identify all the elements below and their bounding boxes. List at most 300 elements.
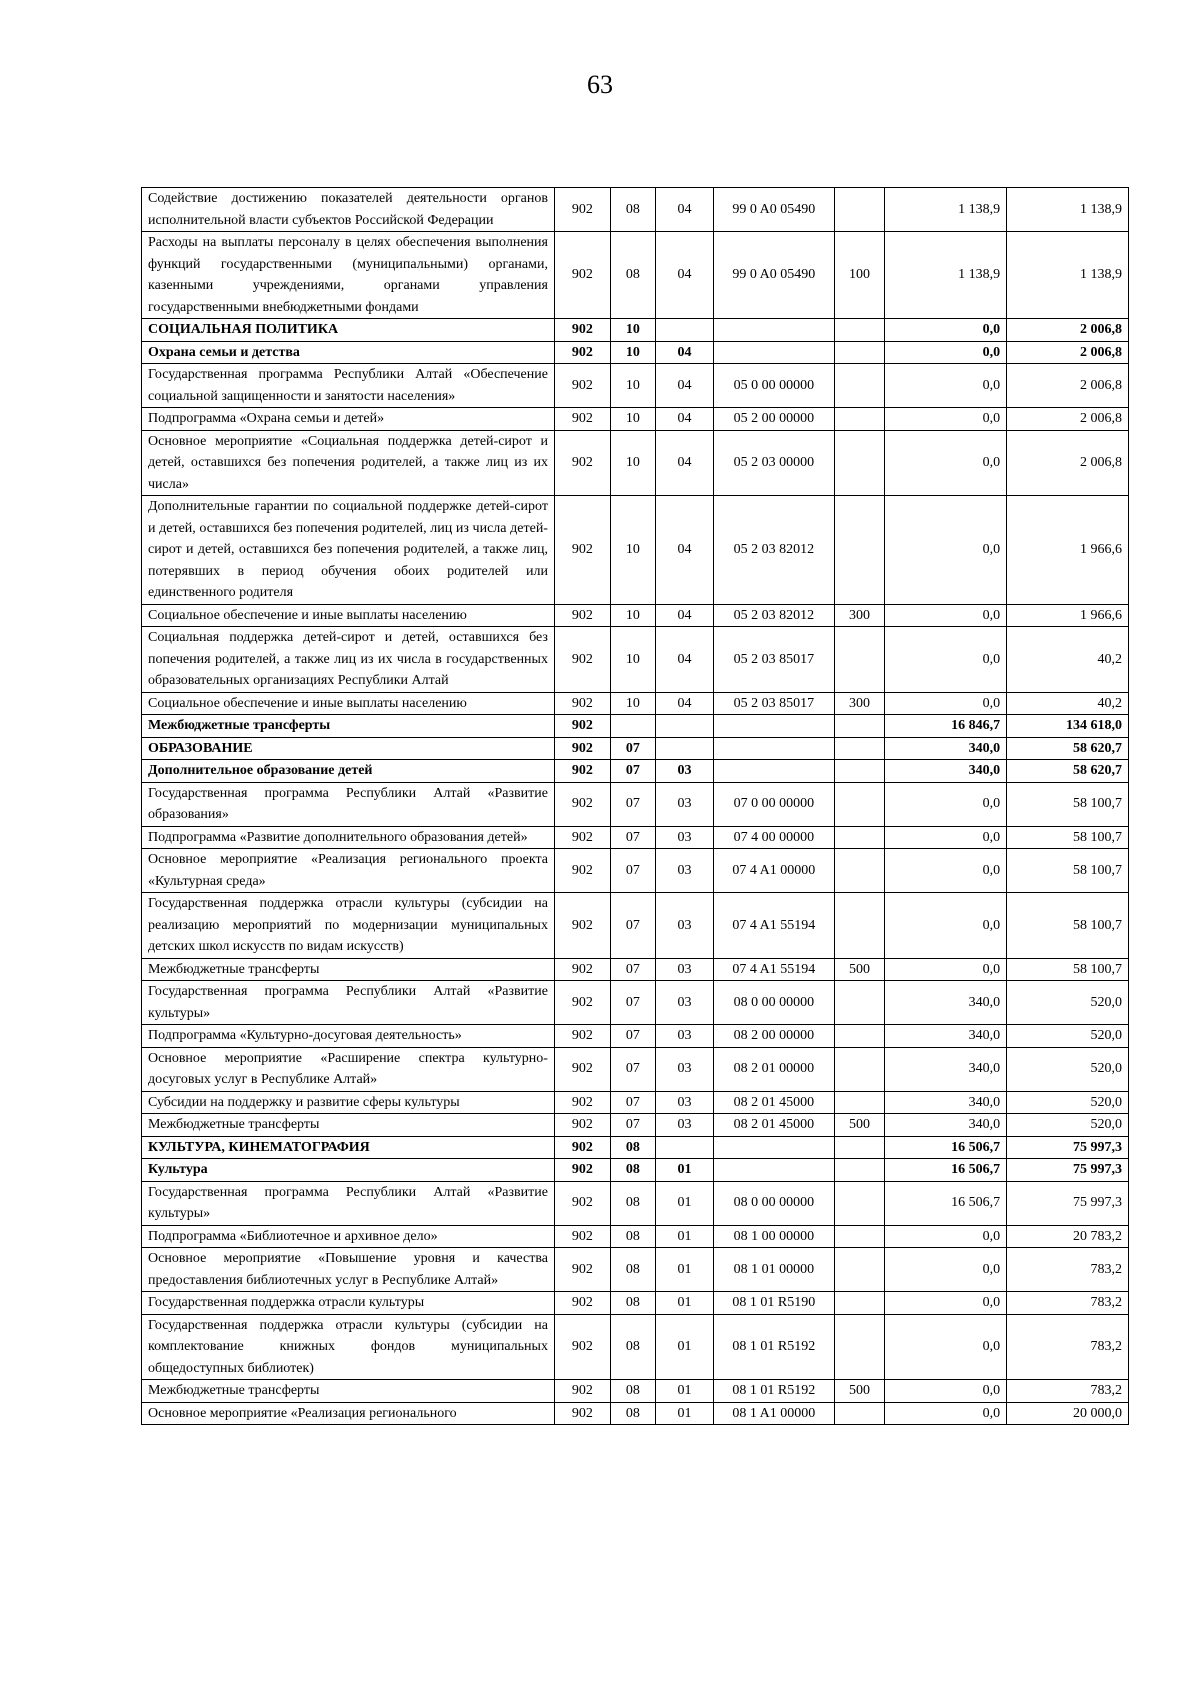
row-name: Расходы на выплаты персоналу в целях обеспечения выполнения функций государственными (муниципальными) органами, казенными учреждениями, органами управления государственными внебюджетными фондами — [142, 232, 555, 319]
row-expense-type — [834, 1402, 885, 1425]
row-admin-code: 902 — [554, 1025, 610, 1048]
row-subsection-code: 03 — [656, 782, 714, 826]
row-expense-type — [834, 1159, 885, 1182]
row-amount-1: 340,0 — [885, 981, 1007, 1025]
row-name: Государственная программа Республики Алтай «Развитие образования» — [142, 782, 555, 826]
table-row — [142, 1114, 1129, 1137]
row-expense-type — [834, 782, 885, 826]
row-section-code: 10 — [610, 341, 655, 364]
row-subsection-code: 01 — [656, 1314, 714, 1380]
row-subsection-code: 04 — [656, 496, 714, 605]
row-admin-code: 902 — [554, 1314, 610, 1380]
row-amount-2: 2 006,8 — [1007, 408, 1129, 431]
table-row — [142, 893, 1129, 959]
table-row — [142, 692, 1129, 715]
row-target-article: 08 1 00 00000 — [713, 1225, 834, 1248]
row-name: Государственная поддержка отрасли культуры (субсидии на реализацию мероприятий по модернизации муниципальных детских школ искусств по видам искусств) — [142, 893, 555, 959]
row-target-article — [713, 341, 834, 364]
row-amount-1: 0,0 — [885, 364, 1007, 408]
row-subsection-code: 03 — [656, 1025, 714, 1048]
row-section-code: 07 — [610, 849, 655, 893]
row-subsection-code — [656, 715, 714, 738]
row-target-article: 05 2 03 85017 — [713, 692, 834, 715]
row-expense-type — [834, 1292, 885, 1315]
row-admin-code: 902 — [554, 430, 610, 496]
row-expense-type — [834, 364, 885, 408]
row-target-article: 05 2 00 00000 — [713, 408, 834, 431]
row-target-article — [713, 737, 834, 760]
row-section-code: 07 — [610, 782, 655, 826]
page-number: 63 — [587, 70, 613, 99]
row-section-code: 10 — [610, 627, 655, 693]
row-amount-2: 75 997,3 — [1007, 1136, 1129, 1159]
row-expense-type — [834, 1181, 885, 1225]
table-row — [142, 760, 1129, 783]
row-amount-2: 2 006,8 — [1007, 364, 1129, 408]
row-admin-code: 902 — [554, 1091, 610, 1114]
row-expense-type — [834, 430, 885, 496]
row-target-article: 08 1 01 00000 — [713, 1248, 834, 1292]
row-expense-type — [834, 319, 885, 342]
table-row — [142, 1159, 1129, 1182]
row-target-article: 08 0 00 00000 — [713, 1181, 834, 1225]
row-subsection-code: 01 — [656, 1159, 714, 1182]
row-subsection-code: 03 — [656, 1047, 714, 1091]
row-name: Социальное обеспечение и иные выплаты населению — [142, 604, 555, 627]
row-subsection-code: 04 — [656, 188, 714, 232]
table-row — [142, 826, 1129, 849]
row-section-code: 08 — [610, 1181, 655, 1225]
row-expense-type — [834, 1248, 885, 1292]
row-admin-code: 902 — [554, 408, 610, 431]
row-name: Государственная программа Республики Алтай «Обеспечение социальной защищенности и занятости населения» — [142, 364, 555, 408]
row-section-code: 10 — [610, 364, 655, 408]
table-row — [142, 319, 1129, 342]
row-target-article: 05 2 03 82012 — [713, 604, 834, 627]
row-amount-1: 16 506,7 — [885, 1159, 1007, 1182]
row-subsection-code — [656, 1136, 714, 1159]
row-amount-1: 340,0 — [885, 1025, 1007, 1048]
row-name: Основное мероприятие «Реализация регионального — [142, 1402, 555, 1425]
table-row — [142, 737, 1129, 760]
row-subsection-code: 03 — [656, 981, 714, 1025]
row-name: Дополнительное образование детей — [142, 760, 555, 783]
row-expense-type — [834, 981, 885, 1025]
row-admin-code: 902 — [554, 604, 610, 627]
table-row — [142, 232, 1129, 319]
row-amount-2: 520,0 — [1007, 1047, 1129, 1091]
row-expense-type: 100 — [834, 232, 885, 319]
row-amount-1: 0,0 — [885, 1248, 1007, 1292]
row-name: Государственная программа Республики Алтай «Развитие культуры» — [142, 1181, 555, 1225]
row-section-code: 07 — [610, 1025, 655, 1048]
table-body — [142, 188, 1129, 1425]
row-section-code: 07 — [610, 893, 655, 959]
row-admin-code: 902 — [554, 782, 610, 826]
row-admin-code: 902 — [554, 1047, 610, 1091]
row-expense-type — [834, 341, 885, 364]
row-name: Межбюджетные трансферты — [142, 958, 555, 981]
row-amount-1: 0,0 — [885, 341, 1007, 364]
row-target-article: 08 1 01 R5192 — [713, 1314, 834, 1380]
row-amount-2: 783,2 — [1007, 1380, 1129, 1403]
row-amount-1: 1 138,9 — [885, 232, 1007, 319]
row-section-code: 07 — [610, 1114, 655, 1137]
row-expense-type — [834, 760, 885, 783]
row-subsection-code — [656, 737, 714, 760]
row-expense-type — [834, 496, 885, 605]
row-target-article: 05 2 03 00000 — [713, 430, 834, 496]
row-amount-2: 783,2 — [1007, 1292, 1129, 1315]
table-row — [142, 782, 1129, 826]
row-expense-type: 500 — [834, 1114, 885, 1137]
row-subsection-code: 03 — [656, 849, 714, 893]
row-section-code: 08 — [610, 1225, 655, 1248]
row-amount-2: 20 000,0 — [1007, 1402, 1129, 1425]
row-amount-1: 0,0 — [885, 1292, 1007, 1315]
row-admin-code: 902 — [554, 1114, 610, 1137]
row-amount-1: 0,0 — [885, 1402, 1007, 1425]
row-name: Межбюджетные трансферты — [142, 1380, 555, 1403]
row-target-article: 05 2 03 85017 — [713, 627, 834, 693]
row-target-article — [713, 1136, 834, 1159]
row-target-article: 08 1 01 R5190 — [713, 1292, 834, 1315]
row-amount-1: 0,0 — [885, 958, 1007, 981]
row-subsection-code: 04 — [656, 232, 714, 319]
row-target-article: 07 0 00 00000 — [713, 782, 834, 826]
row-target-article: 07 4 A1 55194 — [713, 958, 834, 981]
row-section-code: 08 — [610, 1292, 655, 1315]
row-name: СОЦИАЛЬНАЯ ПОЛИТИКА — [142, 319, 555, 342]
row-target-article: 08 0 00 00000 — [713, 981, 834, 1025]
row-section-code: 08 — [610, 188, 655, 232]
row-amount-2: 783,2 — [1007, 1248, 1129, 1292]
row-admin-code: 902 — [554, 1181, 610, 1225]
row-amount-2: 1 966,6 — [1007, 496, 1129, 605]
row-amount-2: 40,2 — [1007, 692, 1129, 715]
row-expense-type: 300 — [834, 692, 885, 715]
row-amount-2: 40,2 — [1007, 627, 1129, 693]
row-amount-1: 1 138,9 — [885, 188, 1007, 232]
table-row — [142, 1248, 1129, 1292]
row-admin-code: 902 — [554, 627, 610, 693]
row-target-article: 08 2 01 00000 — [713, 1047, 834, 1091]
row-amount-1: 340,0 — [885, 1047, 1007, 1091]
row-admin-code: 902 — [554, 1248, 610, 1292]
row-amount-1: 0,0 — [885, 430, 1007, 496]
row-subsection-code: 04 — [656, 341, 714, 364]
row-amount-1: 0,0 — [885, 408, 1007, 431]
row-admin-code: 902 — [554, 1292, 610, 1315]
row-section-code: 07 — [610, 981, 655, 1025]
row-expense-type — [834, 715, 885, 738]
row-admin-code: 902 — [554, 958, 610, 981]
budget-table — [141, 187, 1129, 1425]
row-name: Подпрограмма «Развитие дополнительного образования детей» — [142, 826, 555, 849]
table-row — [142, 849, 1129, 893]
row-expense-type — [834, 627, 885, 693]
table-row — [142, 1181, 1129, 1225]
row-name: Основное мероприятие «Повышение уровня и качества предоставления библиотечных услуг в Республике Алтай» — [142, 1248, 555, 1292]
row-name: КУЛЬТУРА, КИНЕМАТОГРАФИЯ — [142, 1136, 555, 1159]
row-subsection-code: 04 — [656, 364, 714, 408]
row-section-code: 07 — [610, 958, 655, 981]
row-section-code — [610, 715, 655, 738]
row-section-code: 07 — [610, 1047, 655, 1091]
row-name: Государственная программа Республики Алтай «Развитие культуры» — [142, 981, 555, 1025]
row-name: Охрана семьи и детства — [142, 341, 555, 364]
row-admin-code: 902 — [554, 737, 610, 760]
row-admin-code: 902 — [554, 981, 610, 1025]
row-expense-type — [834, 1047, 885, 1091]
row-section-code: 08 — [610, 1314, 655, 1380]
table-row — [142, 715, 1129, 738]
row-name: Подпрограмма «Культурно-досуговая деятельность» — [142, 1025, 555, 1048]
row-target-article: 99 0 A0 05490 — [713, 188, 834, 232]
row-amount-1: 340,0 — [885, 760, 1007, 783]
row-admin-code: 902 — [554, 1136, 610, 1159]
row-target-article — [713, 760, 834, 783]
row-amount-1: 340,0 — [885, 1114, 1007, 1137]
row-subsection-code: 03 — [656, 826, 714, 849]
row-amount-1: 0,0 — [885, 1225, 1007, 1248]
row-target-article: 08 1 01 R5192 — [713, 1380, 834, 1403]
row-section-code: 10 — [610, 692, 655, 715]
row-name: Государственная поддержка отрасли культуры (субсидии на комплектование книжных фондов муниципальных общедоступных библиотек) — [142, 1314, 555, 1380]
row-amount-2: 520,0 — [1007, 1114, 1129, 1137]
table-row — [142, 1091, 1129, 1114]
row-amount-2: 75 997,3 — [1007, 1181, 1129, 1225]
row-amount-1: 0,0 — [885, 826, 1007, 849]
row-section-code: 10 — [610, 408, 655, 431]
row-section-code: 08 — [610, 1136, 655, 1159]
row-amount-2: 58 620,7 — [1007, 760, 1129, 783]
row-expense-type: 500 — [834, 1380, 885, 1403]
row-amount-2: 1 966,6 — [1007, 604, 1129, 627]
row-subsection-code: 03 — [656, 760, 714, 783]
table-row — [142, 1314, 1129, 1380]
row-subsection-code — [656, 319, 714, 342]
table-row — [142, 627, 1129, 693]
row-name: Основное мероприятие «Социальная поддержка детей-сирот и детей, оставшихся без попечения родителей, а также лиц из их числа» — [142, 430, 555, 496]
row-amount-1: 16 506,7 — [885, 1136, 1007, 1159]
row-expense-type — [834, 737, 885, 760]
row-expense-type — [834, 408, 885, 431]
row-target-article — [713, 1159, 834, 1182]
row-name: Основное мероприятие «Расширение спектра культурно-досуговых услуг в Республике Алтай» — [142, 1047, 555, 1091]
row-admin-code: 902 — [554, 1380, 610, 1403]
row-subsection-code: 03 — [656, 1114, 714, 1137]
row-name: Социальное обеспечение и иные выплаты населению — [142, 692, 555, 715]
row-target-article — [713, 715, 834, 738]
row-target-article: 99 0 A0 05490 — [713, 232, 834, 319]
table-row — [142, 1136, 1129, 1159]
table-row — [142, 341, 1129, 364]
row-expense-type — [834, 1136, 885, 1159]
row-amount-1: 0,0 — [885, 1380, 1007, 1403]
row-name: Государственная поддержка отрасли культуры — [142, 1292, 555, 1315]
row-expense-type — [834, 1091, 885, 1114]
row-subsection-code: 01 — [656, 1402, 714, 1425]
row-admin-code: 902 — [554, 1402, 610, 1425]
table-row — [142, 1025, 1129, 1048]
table-row — [142, 1225, 1129, 1248]
row-name: Основное мероприятие «Реализация регионального проекта «Культурная среда» — [142, 849, 555, 893]
row-amount-1: 0,0 — [885, 627, 1007, 693]
row-target-article: 08 2 01 45000 — [713, 1114, 834, 1137]
row-section-code: 08 — [610, 232, 655, 319]
table-row — [142, 496, 1129, 605]
row-section-code: 08 — [610, 1402, 655, 1425]
row-amount-2: 58 100,7 — [1007, 849, 1129, 893]
row-admin-code: 902 — [554, 1225, 610, 1248]
row-subsection-code: 04 — [656, 604, 714, 627]
row-subsection-code: 03 — [656, 958, 714, 981]
table-row — [142, 958, 1129, 981]
row-subsection-code: 01 — [656, 1181, 714, 1225]
row-amount-2: 58 620,7 — [1007, 737, 1129, 760]
row-expense-type — [834, 826, 885, 849]
table-row — [142, 430, 1129, 496]
row-admin-code: 902 — [554, 893, 610, 959]
row-section-code: 07 — [610, 1091, 655, 1114]
row-amount-2: 58 100,7 — [1007, 782, 1129, 826]
row-target-article: 07 4 A1 55194 — [713, 893, 834, 959]
row-name: Содействие достижению показателей деятельности органов исполнительной власти субъектов Российской Федерации — [142, 188, 555, 232]
row-subsection-code: 04 — [656, 430, 714, 496]
row-subsection-code: 04 — [656, 627, 714, 693]
row-expense-type — [834, 849, 885, 893]
row-amount-2: 520,0 — [1007, 1025, 1129, 1048]
row-admin-code: 902 — [554, 826, 610, 849]
row-amount-1: 0,0 — [885, 604, 1007, 627]
row-name: Межбюджетные трансферты — [142, 1114, 555, 1137]
row-amount-2: 783,2 — [1007, 1314, 1129, 1380]
row-amount-1: 0,0 — [885, 782, 1007, 826]
row-amount-2: 58 100,7 — [1007, 826, 1129, 849]
row-amount-2: 2 006,8 — [1007, 341, 1129, 364]
row-section-code: 08 — [610, 1159, 655, 1182]
row-section-code: 10 — [610, 604, 655, 627]
table-row — [142, 1402, 1129, 1425]
row-name: Субсидии на поддержку и развитие сферы культуры — [142, 1091, 555, 1114]
row-admin-code: 902 — [554, 188, 610, 232]
row-target-article — [713, 319, 834, 342]
row-target-article: 07 4 00 00000 — [713, 826, 834, 849]
row-amount-1: 340,0 — [885, 737, 1007, 760]
row-name: Социальная поддержка детей-сирот и детей, оставшихся без попечения родителей, а также лиц из их числа в государственных образовательных организациях Республики Алтай — [142, 627, 555, 693]
table-row — [142, 408, 1129, 431]
row-amount-2: 58 100,7 — [1007, 958, 1129, 981]
row-target-article: 08 1 A1 00000 — [713, 1402, 834, 1425]
row-section-code: 10 — [610, 430, 655, 496]
row-amount-1: 0,0 — [885, 849, 1007, 893]
row-subsection-code: 01 — [656, 1380, 714, 1403]
row-amount-2: 58 100,7 — [1007, 893, 1129, 959]
row-amount-2: 1 138,9 — [1007, 232, 1129, 319]
row-subsection-code: 01 — [656, 1225, 714, 1248]
row-admin-code: 902 — [554, 232, 610, 319]
row-amount-1: 16 506,7 — [885, 1181, 1007, 1225]
row-target-article: 08 2 01 45000 — [713, 1091, 834, 1114]
row-section-code: 08 — [610, 1248, 655, 1292]
row-amount-2: 75 997,3 — [1007, 1159, 1129, 1182]
row-admin-code: 902 — [554, 760, 610, 783]
row-amount-2: 20 783,2 — [1007, 1225, 1129, 1248]
row-expense-type: 300 — [834, 604, 885, 627]
row-section-code: 10 — [610, 319, 655, 342]
row-expense-type — [834, 1314, 885, 1380]
table-row — [142, 364, 1129, 408]
row-amount-2: 520,0 — [1007, 981, 1129, 1025]
row-amount-2: 520,0 — [1007, 1091, 1129, 1114]
row-admin-code: 902 — [554, 364, 610, 408]
row-name: Культура — [142, 1159, 555, 1182]
row-name: Межбюджетные трансферты — [142, 715, 555, 738]
table-row — [142, 188, 1129, 232]
row-amount-2: 134 618,0 — [1007, 715, 1129, 738]
row-section-code: 07 — [610, 760, 655, 783]
row-admin-code: 902 — [554, 341, 610, 364]
row-subsection-code: 04 — [656, 692, 714, 715]
row-admin-code: 902 — [554, 496, 610, 605]
row-section-code: 07 — [610, 737, 655, 760]
row-name: Подпрограмма «Охрана семьи и детей» — [142, 408, 555, 431]
row-expense-type — [834, 893, 885, 959]
row-section-code: 10 — [610, 496, 655, 605]
row-admin-code: 902 — [554, 692, 610, 715]
row-amount-1: 0,0 — [885, 893, 1007, 959]
row-name: Дополнительные гарантии по социальной поддержке детей-сирот и детей, оставшихся без попечения родителей, лиц из числа детей-сирот и детей, оставшихся без попечения родителей, а также лиц, потерявших в период обучения обоих родителей или единственного родителя — [142, 496, 555, 605]
row-admin-code: 902 — [554, 1159, 610, 1182]
row-amount-1: 0,0 — [885, 496, 1007, 605]
table-row — [142, 604, 1129, 627]
row-amount-2: 1 138,9 — [1007, 188, 1129, 232]
row-amount-1: 0,0 — [885, 319, 1007, 342]
row-expense-type — [834, 1025, 885, 1048]
row-subsection-code: 01 — [656, 1248, 714, 1292]
row-subsection-code: 04 — [656, 408, 714, 431]
row-target-article: 08 2 00 00000 — [713, 1025, 834, 1048]
row-amount-1: 0,0 — [885, 1314, 1007, 1380]
table-row — [142, 1047, 1129, 1091]
row-expense-type — [834, 188, 885, 232]
row-amount-1: 16 846,7 — [885, 715, 1007, 738]
row-section-code: 07 — [610, 826, 655, 849]
row-target-article: 05 0 00 00000 — [713, 364, 834, 408]
row-target-article: 07 4 A1 00000 — [713, 849, 834, 893]
row-expense-type — [834, 1225, 885, 1248]
row-amount-2: 2 006,8 — [1007, 430, 1129, 496]
row-subsection-code: 03 — [656, 893, 714, 959]
row-name: Подпрограмма «Библиотечное и архивное дело» — [142, 1225, 555, 1248]
row-admin-code: 902 — [554, 319, 610, 342]
row-expense-type: 500 — [834, 958, 885, 981]
row-amount-1: 0,0 — [885, 692, 1007, 715]
row-amount-2: 2 006,8 — [1007, 319, 1129, 342]
table-row — [142, 1292, 1129, 1315]
row-section-code: 08 — [610, 1380, 655, 1403]
row-name: ОБРАЗОВАНИЕ — [142, 737, 555, 760]
row-admin-code: 902 — [554, 715, 610, 738]
row-subsection-code: 03 — [656, 1091, 714, 1114]
row-amount-1: 340,0 — [885, 1091, 1007, 1114]
row-subsection-code: 01 — [656, 1292, 714, 1315]
row-admin-code: 902 — [554, 849, 610, 893]
row-target-article: 05 2 03 82012 — [713, 496, 834, 605]
table-row — [142, 981, 1129, 1025]
table-row — [142, 1380, 1129, 1403]
